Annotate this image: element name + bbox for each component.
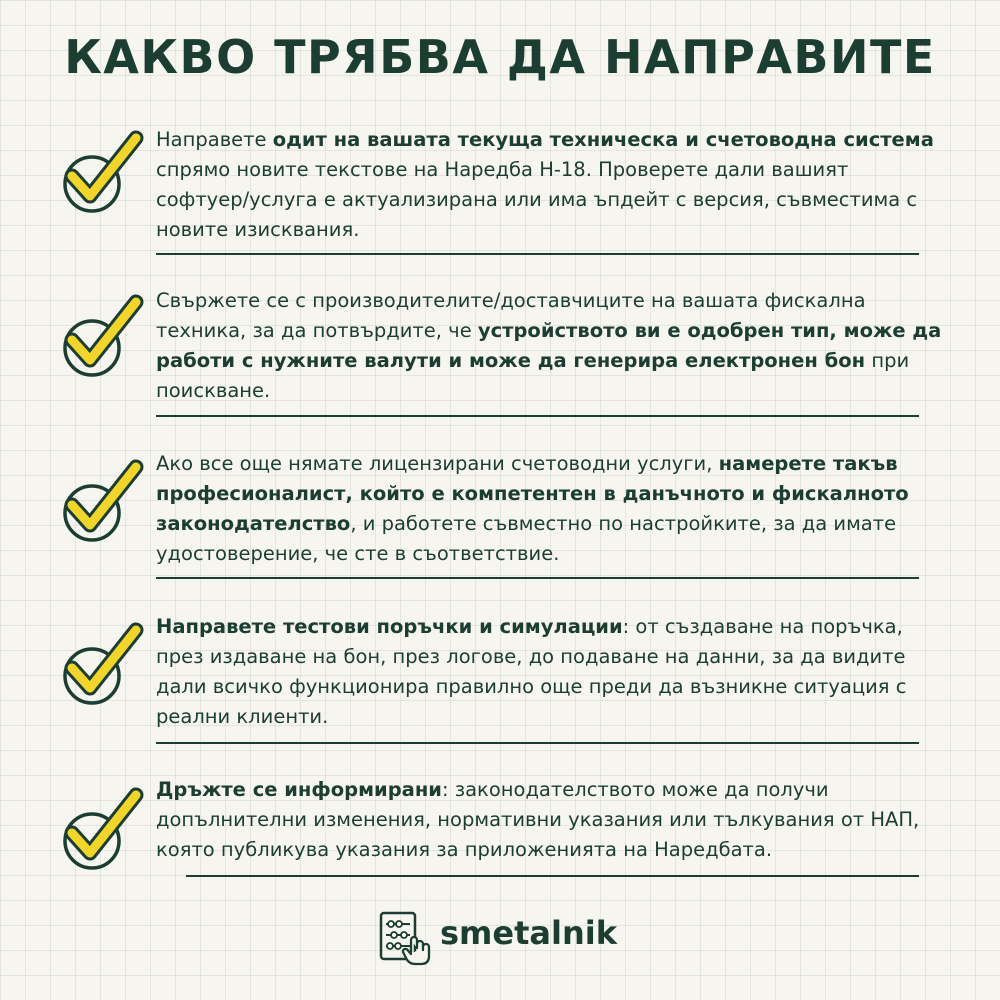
brand-name: smetalnik <box>440 914 617 952</box>
divider <box>156 253 919 255</box>
checkmark-in-circle-icon <box>62 787 146 877</box>
item-text: Направете одит на вашата текуща техническа и счетоводна система спрямо новите текстове на Наредба Н-18. Проверете дали вашият софтуер/услуга е актуализирана или има ъпдейт с версия, съвместима с новите изисквания. <box>156 128 934 241</box>
page-title: КАКВО ТРЯБВА ДА НАПРАВИТЕ <box>64 30 936 84</box>
item-text: Дръжте се информирани: законодателството може да получи допълнителни изменения, нормативни указания или тълкувания от НАП, която публикува указания за приложенията на Наредбата. <box>156 778 920 861</box>
item-text: Свържете се с производителите/доставчиците на вашата фискална техника, за да потвърдите, че устройството ви е одобрен тип, може да работи с нужните валути и може да генерира електронен бон при поискване. <box>156 289 942 402</box>
abacus-hand-icon <box>378 910 432 966</box>
checkmark-in-circle-icon <box>62 130 146 220</box>
item-text: Ако все още нямате лицензирани счетоводни услуги, намерете такъв професионалист, който е компетентен в данъчното и фискалното законодателство, и работете съвместно по настройките, за да имате удостоверение, че сте в съответствие. <box>156 452 909 565</box>
checkmark-in-circle-icon <box>62 622 146 712</box>
checkmark-in-circle-icon <box>62 294 146 384</box>
divider <box>186 875 919 877</box>
divider <box>156 415 919 417</box>
checkmark-in-circle-icon <box>62 459 146 549</box>
divider <box>156 742 919 744</box>
divider <box>156 577 919 579</box>
item-text: Направете тестови поръчки и симулации: от създаване на поръчка, през издаване на бон, през логове, до подаване на данни, за да видите дали всичко функционира правилно още преди да възникне ситуация с реални клиенти. <box>156 615 907 728</box>
